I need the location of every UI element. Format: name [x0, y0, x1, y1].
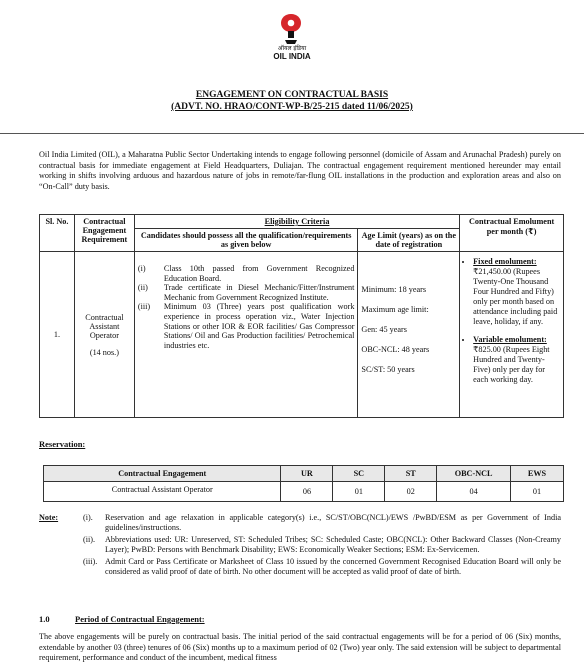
row-criteria	[134, 252, 358, 418]
note-text: Admit Card or Pass Certificate or Marksheet of Class 10 issued by the concerned Government Recognised Education Board will only be considered as valid proof of date of birth. No other document will be accepted as valid proof of date of birth.	[105, 557, 561, 576]
list-item	[473, 257, 560, 327]
criteria-text: Minimum 03 (Three) years post qualification work experience in process operation viz., Water Injection Stations or other IOR & EOR facilities/ Gas Compressor Stations/ Oil and Gas Production facilities/ Petrochemical industries etc.	[163, 302, 355, 350]
reservation-table	[43, 465, 564, 502]
fixed-emolument-text: ₹21,450.00 (Rupees Twenty-One Thousand Four Hundred and Fifty) only per month based on attendance including paid leave, holiday, if any.	[473, 267, 558, 326]
row-post	[74, 252, 134, 418]
criteria-number: (i)	[137, 264, 146, 273]
res-header-ews: EWS	[511, 466, 564, 482]
note-number: (i).	[83, 513, 93, 522]
age-gen: Gen: 45 years	[361, 324, 407, 334]
divider	[0, 133, 584, 134]
note-number: (ii).	[83, 535, 96, 545]
criteria-text: Trade certificate in Diesel Mechanic/Fitter/Instrument Mechanic from Government Recognized Institute.	[163, 283, 355, 302]
criteria-number: (ii)	[137, 283, 148, 293]
intro-paragraph: Oil India Limited (OIL), a Maharatna Public Sector Undertaking intends to engage following personnel (domicile of Assam and Arunachal Pradesh) purely on contractual basis for immediate engagement at Field Headquarters, Duliajan. The contractual engagement requirement mentioned hereunder may entail working in shifts involving arduous and hazardous nature of jobs in remote/far-flung OIL installations in the production and exploration areas and also on “On-Call” duty basis.	[39, 150, 561, 191]
criteria-number: (iii)	[137, 302, 151, 312]
res-header-engagement: Contractual Engagement	[44, 466, 281, 482]
page-title: ENGAGEMENT ON CONTRACTUAL BASIS	[195, 90, 389, 100]
note-number: (iii).	[83, 557, 98, 567]
res-cell-ews: 01	[511, 482, 564, 502]
row-emolument	[460, 252, 564, 418]
header-eligibility: Eligibility Criteria	[134, 215, 459, 229]
criteria-text: Class 10th passed from Government Recognized Education Board.	[163, 264, 355, 283]
table-row	[44, 482, 564, 502]
notes-title: Note:	[39, 513, 59, 522]
list-item	[138, 283, 355, 302]
header-emolument: Contractual Emolument per month (₹)	[460, 215, 564, 252]
section-number: 1.0	[39, 614, 50, 624]
age-obc: OBC-NCL: 48 years	[361, 344, 430, 354]
row-age	[358, 252, 460, 418]
variable-emolument-text: ₹825.00 (Rupees Eight Hundred and Twenty-Five) only per day for each working day.	[473, 345, 550, 384]
list-item	[83, 535, 561, 554]
res-header-st: ST	[385, 466, 437, 482]
header-engagement: Contractual Engagement Requirement	[74, 215, 134, 252]
eligibility-table	[39, 214, 564, 418]
section-paragraph: The above engagements will be purely on contractual basis. The initial period of the said contractual engagements will be for a period of 06 (Six) months, extendable by another 03 (three) tenures of 06 (Six) months up to a maximum period of 02 (Two) year only. The said extension will be subject to departmental requirement, performance and conduct of the incumbent, medical fitness	[39, 632, 561, 663]
note-text: Abbreviations used: UR: Unreserved, ST: Scheduled Tribes; SC: Scheduled Caste; OBC(NCL): Other Backward Classes (Non-Creamy Layer); PwBD: Persons with Benchmark Disability; EWS: Economically Weaker Sections; ESM: Ex-Servicemen.	[105, 535, 561, 554]
variable-emolument-label: Variable emolument:	[473, 335, 547, 344]
logo-hindi-text: ऑयल इंडिया	[277, 45, 307, 52]
header-candidates: Candidates should possess all the qualification/requirements as given below	[134, 229, 358, 252]
header-sl-no: Sl. No.	[40, 215, 75, 252]
fixed-emolument-label: Fixed emolument:	[473, 257, 537, 266]
reservation-title: Reservation:	[39, 439, 86, 449]
list-item	[83, 557, 561, 576]
post-name: Contractual Assistant Operator	[85, 312, 124, 340]
section-title: Period of Contractual Engagement:	[75, 614, 205, 624]
age-minimum: Minimum: 18 years	[361, 284, 427, 294]
res-header-ur: UR	[281, 466, 333, 482]
list-item	[83, 513, 561, 532]
list-item	[473, 335, 560, 385]
res-cell-obc-ncl: 04	[437, 482, 511, 502]
row-sl: 1.	[40, 252, 75, 418]
oil-drop-logo-icon	[279, 14, 303, 44]
notes-list	[83, 513, 561, 580]
post-count: (14 nos.)	[89, 347, 119, 357]
res-header-sc: SC	[333, 466, 385, 482]
age-maximum-label: Maximum age limit:	[361, 304, 429, 314]
header-age-limit: Age Limit (years) as on the date of registration	[358, 229, 460, 252]
logo-brand-text: OIL INDIA	[273, 52, 311, 61]
list-item	[138, 302, 355, 350]
res-cell-st: 02	[385, 482, 437, 502]
table-header-row	[44, 466, 564, 482]
advertisement-number: (ADVT. NO. HRAO/CONT-WP-B/25-215 dated 11/06/2025)	[171, 102, 413, 112]
note-text: Reservation and age relaxation in applicable category(s) i.e., SC/ST/OBC(NCL)/EWS /PwBD/ESM as per Government of India guidelines/instructions.	[105, 513, 561, 532]
table-row	[40, 252, 564, 418]
res-cell-post: Contractual Assistant Operator	[44, 482, 281, 502]
age-scst: SC/ST: 50 years	[361, 364, 415, 374]
res-cell-sc: 01	[333, 482, 385, 502]
list-item	[138, 264, 355, 283]
oil-india-logo	[265, 12, 319, 78]
res-header-obc-ncl: OBC-NCL	[437, 466, 511, 482]
res-cell-ur: 06	[281, 482, 333, 502]
